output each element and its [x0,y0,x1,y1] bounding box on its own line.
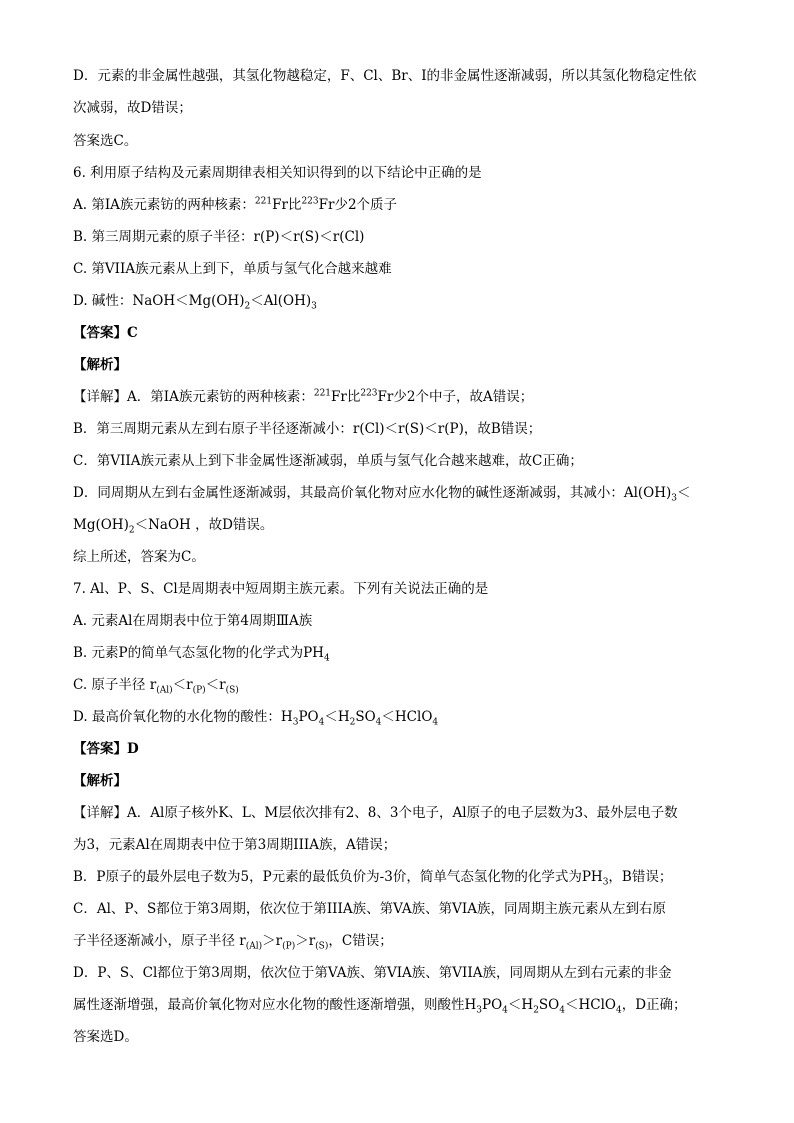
text-run: ＞r [295,933,316,949]
subscript: 4 [432,717,439,728]
text-line: C．Al、P、S都位于第3周期，依次位于第IIIA族、第VA族、第VIA族，同周期主族元素从左到右原 [73,901,666,917]
text-line: D．P、S、Cl都位于第3周期，依次位于第VA族、第VIA族、第VIIA族，同周期从左到右元素的非金 [73,965,672,981]
answer-label: 【答案】D [73,741,139,757]
option-d [73,292,317,310]
subscript: (P) [192,685,206,696]
subscript: (Al) [245,941,263,952]
text-run: ＜Al(OH) [250,293,312,309]
text-run: ＜H [507,997,534,1013]
subscript: 4 [615,1005,622,1016]
text-run: D. 碱性：NaOH＜Mg(OH) [73,293,245,309]
question-7-stem: 7. Al、P、S、Cl是周期表中短周期主族元素。下列有关说法正确的是 [73,581,489,597]
option-a [73,196,397,214]
text-run: Fr少2个中子，故A错误； [377,389,534,405]
subscript: 2 [349,717,356,728]
text-run: ＞r [262,933,283,949]
text-line: 综上所述，答案为C。 [73,549,205,565]
subscript: 3 [292,717,299,728]
text-run: ，D正确； [621,997,687,1013]
text-line [73,996,687,1014]
superscript: 223 [301,196,319,207]
superscript: 221 [313,388,332,399]
option-a: A. 元素Al在周期表中位于第4周期ⅢA族 [73,613,313,629]
subscript: 4 [375,717,382,728]
text-run: ＜H [324,709,350,725]
text-line: D．元素的非金属性越强，其氢化物越稳定，F、Cl、Br、I的非金属性逐渐减弱，所以其氢化物稳定性依 [73,68,697,84]
text-run: Fr少2个质子 [318,197,398,213]
text-run: ＜NaOH ，故D错误。 [134,517,274,533]
text-run: D. 最高价氧化物的水化物的酸性：H [73,709,293,725]
text-line: C．第VIIA族元素从上到下非金属性逐渐减弱，单质与氢气化合越来越难，故C正确； [73,453,583,469]
text-run: PO [482,997,503,1013]
text-line [73,868,672,886]
option-b: B. 第三周期元素的原子半径：r(P)＜r(S)＜r(Cl) [73,229,365,245]
text-line [73,516,273,534]
option-d [73,708,438,726]
subscript: 4 [323,653,330,664]
text-line [73,932,393,950]
text-run: Fr比 [272,197,302,213]
text-run: D．同周期从左到右金属性逐渐减弱，其最高价氧化物对应水化物的碱性逐渐减弱，其减小：Al(OH) [73,485,672,501]
subscript: (S) [225,685,239,696]
subscript: 4 [559,1005,565,1016]
text-line: 为3，元素Al在周期表中位于第3周期IIIA族，A错误； [73,837,397,853]
text-run: PO [298,709,319,725]
answer-label: 【答案】C [73,325,138,341]
text-run: 【详解】A．第IA族元素钫的两种核素： [73,389,314,405]
text-run: ＜r [205,677,226,693]
text-run: ＜r [172,677,193,693]
subscript: 4 [502,1005,508,1016]
text-run: C. 原子半径 r [73,677,157,693]
text-run: A. 第IA族元素钫的两种核素： [73,197,255,213]
text-line: B．第三周期元素从左到右原子半径逐渐减小：r(Cl)＜r(S)＜r(P)，故B错误； [73,421,542,437]
text-run: ＜ [677,485,691,501]
analysis-label: 【解析】 [73,773,127,789]
subscript: 2 [128,525,135,536]
subscript: 3 [602,877,609,888]
option-b [73,644,330,662]
option-c: C. 第VIIA族元素从上到下，单质与氢气化合越来越难 [73,261,392,277]
subscript: 3 [476,1005,483,1016]
text-run: ，B错误； [608,869,673,885]
subscript: 2 [244,301,251,312]
text-line [73,388,533,406]
text-line: 次减弱，故D错误； [73,100,192,116]
subscript: 3 [311,301,317,312]
subscript: 3 [671,493,677,504]
text-run: SO [355,709,376,725]
superscript: 223 [360,388,378,399]
text-line: 答案选D。 [73,1029,138,1045]
text-run: ＜HClO [381,709,433,725]
text-run: ＜HClO [564,997,616,1013]
subscript: (P) [282,941,296,952]
superscript: 221 [254,196,273,207]
subscript: 4 [318,717,325,728]
text-run: 子半径逐渐减小，原子半径 r [73,933,246,949]
analysis-label: 【解析】 [73,357,127,373]
text-run: B. 元素P的简单气态氢化物的化学式为PH [73,645,324,661]
text-line [73,484,691,502]
text-run: Mg(OH) [73,517,129,533]
text-run: SO [538,997,560,1013]
question-6-stem: 6. 利用原子结构及元素周期律表相关知识得到的以下结论中正确的是 [73,165,482,181]
subscript: (S) [315,941,329,952]
text-run: B．P原子的最外层电子数为5，P元素的最低负价为-3价，简单气态氢化物的化学式为PH [73,869,603,885]
text-line: 答案选C。 [73,133,138,149]
text-run: Fr比 [331,389,361,405]
subscript: 2 [533,1005,539,1016]
text-run: ，C错误； [328,933,393,949]
text-line: 【详解】A．Al原子核外K、L、M层依次排有2、8、3个电子，Al原子的电子层数为3、最外层电子数 [73,805,678,821]
text-run: 属性逐渐增强，最高价氧化物对应水化物的酸性逐渐增强，则酸性H [73,997,477,1013]
option-c [73,676,239,694]
subscript: (Al) [156,685,173,696]
